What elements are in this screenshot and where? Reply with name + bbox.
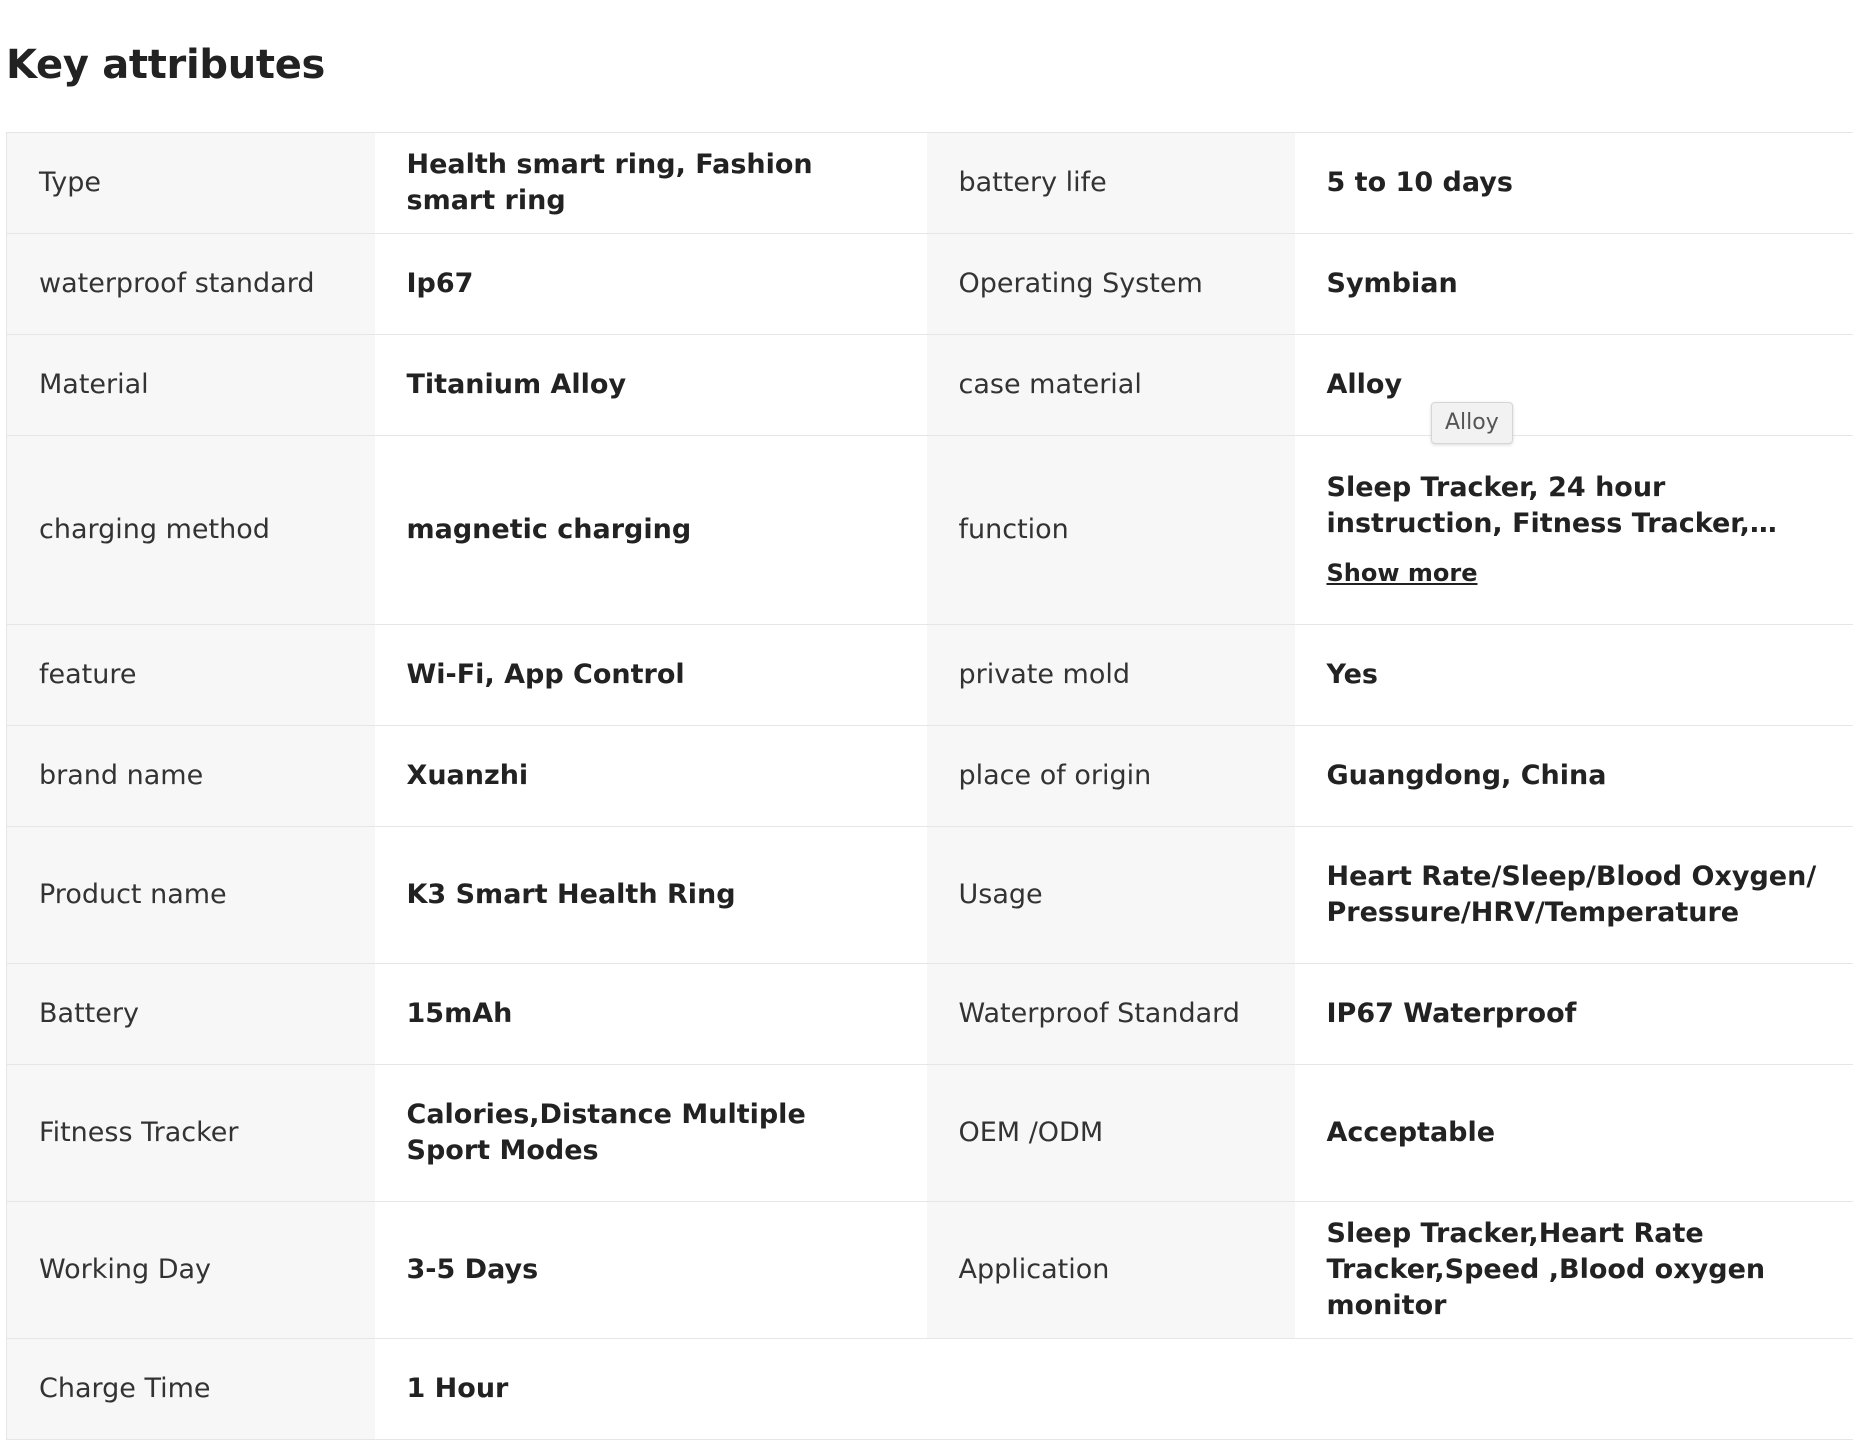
attribute-label: Charge Time	[7, 1339, 375, 1440]
attribute-row-feature	[7, 625, 1853, 726]
attribute-value: magnetic charging	[375, 436, 927, 625]
attribute-label: Fitness Tracker	[7, 1065, 375, 1202]
attribute-value: Symbian	[1295, 234, 1853, 335]
attribute-value: Xuanzhi	[375, 726, 927, 827]
function-value-cell	[1295, 436, 1853, 625]
attribute-value: 1 Hour	[375, 1339, 927, 1440]
empty-cell	[1295, 1339, 1853, 1440]
attribute-label: OEM /ODM	[927, 1065, 1295, 1202]
attribute-label: place of origin	[927, 726, 1295, 827]
attribute-row-type	[7, 133, 1853, 234]
attribute-value: Guangdong, China	[1295, 726, 1853, 827]
attribute-value: Ip67	[375, 234, 927, 335]
attribute-label: waterproof standard	[7, 234, 375, 335]
function-value: Sleep Tracker, 24 hour instruction, Fitness Tracker,	[1326, 471, 1750, 539]
section-title: Key attributes	[6, 42, 326, 88]
attribute-row-charging-method	[7, 436, 1853, 625]
attribute-row-material	[7, 335, 1853, 436]
alloy-tooltip: Alloy	[1431, 402, 1513, 444]
attribute-row-battery	[7, 964, 1853, 1065]
attribute-row-product-name	[7, 827, 1853, 964]
show-more-link[interactable]: Show more	[1326, 558, 1478, 587]
case-material-value[interactable]: Alloy	[1295, 335, 1853, 436]
key-attributes-section	[6, 0, 1853, 1404]
attribute-label: feature	[7, 625, 375, 726]
attribute-value: 5 to 10 days	[1295, 133, 1853, 234]
attribute-value: Health smart ring, Fashion smart ring	[375, 133, 927, 234]
attribute-value: 15mAh	[375, 964, 927, 1065]
attribute-row-fitness-tracker	[7, 1065, 1853, 1202]
attribute-row-brand-name	[7, 726, 1853, 827]
attribute-label: Type	[7, 133, 375, 234]
attribute-label: function	[927, 436, 1295, 625]
attribute-value: Heart Rate/Sleep/Blood Oxygen/ Pressure/HRV/Temperature	[1295, 827, 1853, 964]
attribute-label: Product name	[7, 827, 375, 964]
attribute-label: private mold	[927, 625, 1295, 726]
attribute-label: Working Day	[7, 1202, 375, 1339]
attribute-label: charging method	[7, 436, 375, 625]
attribute-label: Operating System	[927, 234, 1295, 335]
attribute-label: brand name	[7, 726, 375, 827]
attribute-row-waterproof-standard	[7, 234, 1853, 335]
empty-cell	[927, 1339, 1295, 1440]
attribute-label: battery life	[927, 133, 1295, 234]
attribute-value: K3 Smart Health Ring	[375, 827, 927, 964]
attribute-label: Usage	[927, 827, 1295, 964]
attribute-label: Battery	[7, 964, 375, 1065]
attribute-value: Sleep Tracker,Heart Rate Tracker,Speed ,Blood oxygen monitor	[1295, 1202, 1853, 1339]
attribute-label: Material	[7, 335, 375, 436]
attributes-table	[6, 132, 1853, 1440]
attribute-value: IP67 Waterproof	[1295, 964, 1853, 1065]
attribute-label: Application	[927, 1202, 1295, 1339]
attribute-value: Wi-Fi, App Control	[375, 625, 927, 726]
attribute-row-charge-time	[7, 1339, 1853, 1440]
attribute-label: Waterproof Standard	[927, 964, 1295, 1065]
attribute-row-working-day	[7, 1202, 1853, 1339]
attribute-value: Titanium Alloy	[375, 335, 927, 436]
attribute-label: case material	[927, 335, 1295, 436]
attribute-value: 3-5 Days	[375, 1202, 927, 1339]
attribute-value: Yes	[1295, 625, 1853, 726]
attribute-value: Acceptable	[1295, 1065, 1853, 1202]
attribute-value: Calories,Distance Multiple Sport Modes	[375, 1065, 927, 1202]
